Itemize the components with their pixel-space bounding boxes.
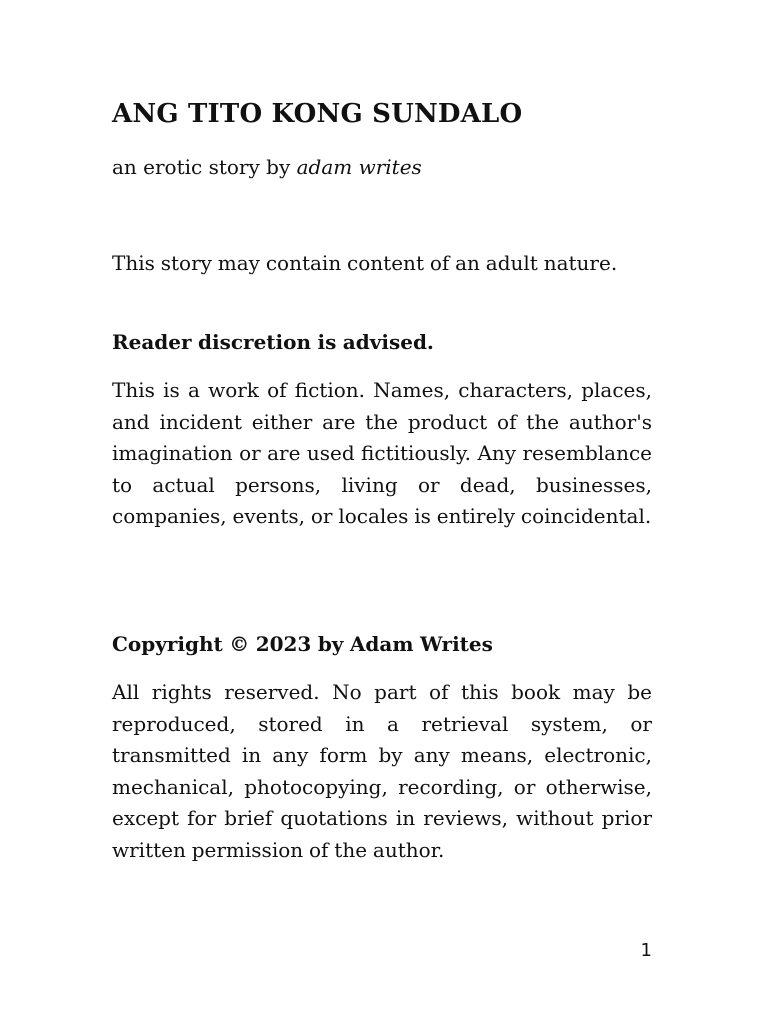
- page-number: 1: [640, 940, 652, 961]
- byline: [112, 152, 422, 182]
- rights-notice: All rights reserved. No part of this book may be reproduced, stored in a retrieval system, or transmitted in any form by any means, electronic, mechanical, photocopying, recording, or otherwise, except for brief quotations in reviews, without prior written permission of the author.: [112, 680, 652, 862]
- advisory-notice: Reader discretion is advised.: [112, 330, 434, 354]
- fiction-disclaimer: This is a work of fiction. Names, characters, places, and incident either are the product of the author's imagination or are used fictitiously. Any resemblance to actual persons, living or dead, businesses, companies, events, or locales is entirely coincidental.: [112, 378, 652, 529]
- copyright-line: Copyright © 2023 by Adam Writes: [112, 632, 493, 656]
- content-warning: This story may contain content of an adult nature.: [112, 251, 618, 275]
- byline-author: adam writes: [296, 155, 422, 179]
- byline-prefix: an erotic story by: [112, 155, 297, 179]
- story-title: ANG TITO KONG SUNDALO: [112, 99, 523, 129]
